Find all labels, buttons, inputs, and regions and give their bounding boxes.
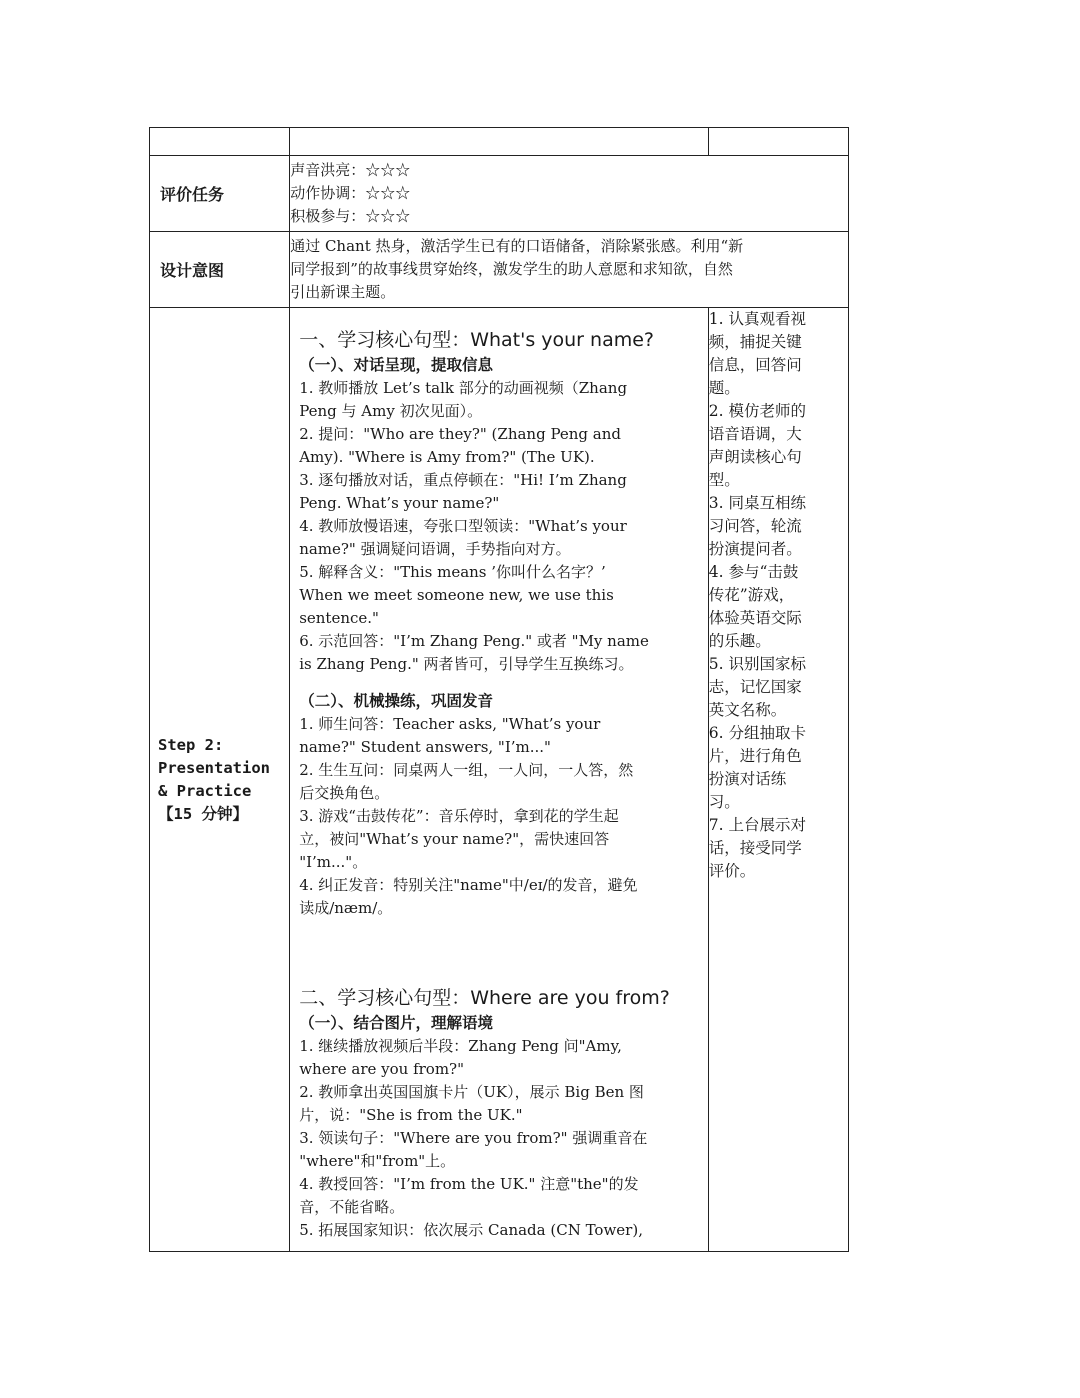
empty-cell xyxy=(708,128,848,156)
design-line: 通过 Chant 热身，激活学生已有的口语储备，消除紧张感。利用“新 xyxy=(290,237,744,255)
evaluation-line: 积极参与：☆☆☆ xyxy=(290,207,411,225)
student-line: 语音语调，大 xyxy=(708,425,802,443)
step-row xyxy=(150,308,849,1252)
activity-line: 4. 纠正发音：特别关注"name"中/eɪ/的发音，避免 xyxy=(299,876,638,894)
student-activities-cell xyxy=(708,308,848,1252)
subsection-title: （二）、机械操练，巩固发音 xyxy=(299,692,493,710)
step-line: 【15 分钟】 xyxy=(158,804,248,823)
empty-cell xyxy=(150,128,290,156)
student-line: 话，接受同学 xyxy=(708,839,802,857)
evaluation-label: 评价任务 xyxy=(150,156,290,232)
activity-line: 1. 师生问答：Teacher asks, "What’s your xyxy=(299,715,601,733)
student-line: 3. 同桌互相练 xyxy=(708,494,806,512)
activity-line: 3. 游戏“击鼓传花”：音乐停时，拿到花的学生起 xyxy=(299,807,619,825)
activity-line: Amy). "Where is Amy from?" (The UK). xyxy=(299,448,595,466)
evaluation-row xyxy=(150,156,849,232)
student-line: 的乐趣。 xyxy=(708,632,771,650)
empty-cell xyxy=(290,128,709,156)
activity-line: 立，被问"What’s your name?"，需快速回答 xyxy=(299,830,610,848)
activity-line: Peng 与 Amy 初次见面）。 xyxy=(299,402,483,420)
student-line: 习问答，轮流 xyxy=(708,517,802,535)
student-line: 信息，回答问 xyxy=(708,356,802,374)
design-row xyxy=(150,232,849,308)
student-line: 型。 xyxy=(708,471,740,489)
activity-line: name?" 强调疑问语调，手势指向对方。 xyxy=(299,540,571,558)
student-line: 扮演提问者。 xyxy=(708,540,802,558)
activity-line: 2. 提问："Who are they?" (Zhang Peng and xyxy=(299,425,621,443)
student-line: 声朗读核心句 xyxy=(708,448,802,466)
activity-line: 4. 教师放慢语速，夸张口型领读："What’s your xyxy=(299,517,627,535)
step-label xyxy=(150,308,290,1252)
student-line: 扮演对话练 xyxy=(708,770,787,788)
section-title: 二、学习核心句型：Where are you from? xyxy=(299,987,670,1009)
student-line: 2. 模仿老师的 xyxy=(708,402,806,420)
activity-line: where are you from?" xyxy=(299,1060,464,1078)
activity-line: 1. 继续播放视频后半段：Zhang Peng 问"Amy, xyxy=(299,1037,622,1055)
student-line: 评价。 xyxy=(708,862,756,880)
student-line: 传花”游戏， xyxy=(708,586,795,604)
student-line: 5. 识别国家标 xyxy=(708,655,806,673)
activity-line: 后交换角色。 xyxy=(299,784,390,802)
activity-line: 2. 教师拿出英国国旗卡片（UK），展示 Big Ben 图 xyxy=(299,1083,644,1101)
activity-line: sentence." xyxy=(299,609,379,627)
design-line: 引出新课主题。 xyxy=(290,283,396,301)
activity-line: 4. 教授回答："I’m from the UK." 注意"the"的发 xyxy=(299,1175,639,1193)
evaluation-line: 动作协调：☆☆☆ xyxy=(290,184,411,202)
evaluation-line: 声音洪亮：☆☆☆ xyxy=(290,161,411,179)
student-line: 1. 认真观看视 xyxy=(708,310,806,328)
activity-line: "I’m..."。 xyxy=(299,853,368,871)
activity-line: 3. 领读句子："Where are you from?" 强调重音在 xyxy=(299,1129,648,1147)
student-line: 频，捕捉关键 xyxy=(708,333,802,351)
design-label: 设计意图 xyxy=(150,232,290,308)
design-line: 同学报到”的故事线贯穿始终，激发学生的助人意愿和求知欲，自然 xyxy=(290,260,733,278)
activity-line: 读成/næm/。 xyxy=(299,899,393,917)
activity-line: 5. 拓展国家知识：依次展示 Canada (CN Tower), xyxy=(299,1221,643,1239)
step-line: Step 2: xyxy=(158,735,224,754)
student-line: 体验英语交际 xyxy=(708,609,802,627)
student-line: 题。 xyxy=(708,379,740,397)
student-line: 英文名称。 xyxy=(708,701,787,719)
student-line: 志，记忆国家 xyxy=(708,678,802,696)
student-line: 7. 上台展示对 xyxy=(708,816,806,834)
subsection-title: （一）、对话呈现，提取信息 xyxy=(299,356,493,374)
evaluation-content xyxy=(290,156,849,232)
activity-line: Peng. What’s your name?" xyxy=(299,494,500,512)
activity-line: 音，不能省略。 xyxy=(299,1198,405,1216)
teacher-activities-cell xyxy=(290,308,709,1252)
student-line: 片，进行角色 xyxy=(708,747,802,765)
student-line: 习。 xyxy=(708,793,740,811)
activity-line: 5. 解释含义："This means ’你叫什么名字？’ xyxy=(299,563,606,581)
activity-line: 1. 教师播放 Let’s talk 部分的动画视频（Zhang xyxy=(299,379,628,397)
activity-line: name?" Student answers, "I’m..." xyxy=(299,738,551,756)
activity-line: 3. 逐句播放对话，重点停顿在："Hi! I’m Zhang xyxy=(299,471,627,489)
activity-line: 6. 示范回答："I’m Zhang Peng." 或者 "My name xyxy=(299,632,649,650)
section-title: 一、学习核心句型：What's your name? xyxy=(299,329,655,351)
activity-line: is Zhang Peng." 两者皆可，引导学生互换练习。 xyxy=(299,655,634,673)
activity-line: 片，说："She is from the UK." xyxy=(299,1106,523,1124)
step-line: Presentation xyxy=(158,758,270,777)
activity-line: When we meet someone new, we use this xyxy=(299,586,614,604)
design-content xyxy=(290,232,849,308)
activity-line: "where"和"from"上。 xyxy=(299,1152,456,1170)
header-row xyxy=(150,128,849,156)
student-line: 4. 参与“击鼓 xyxy=(708,563,799,581)
lesson-plan-table xyxy=(149,127,849,1252)
step-line: & Practice xyxy=(158,781,252,800)
subsection-title: （一）、结合图片，理解语境 xyxy=(299,1014,493,1032)
activity-line: 2. 生生互问：同桌两人一组，一人问，一人答，然 xyxy=(299,761,634,779)
student-line: 6. 分组抽取卡 xyxy=(708,724,806,742)
